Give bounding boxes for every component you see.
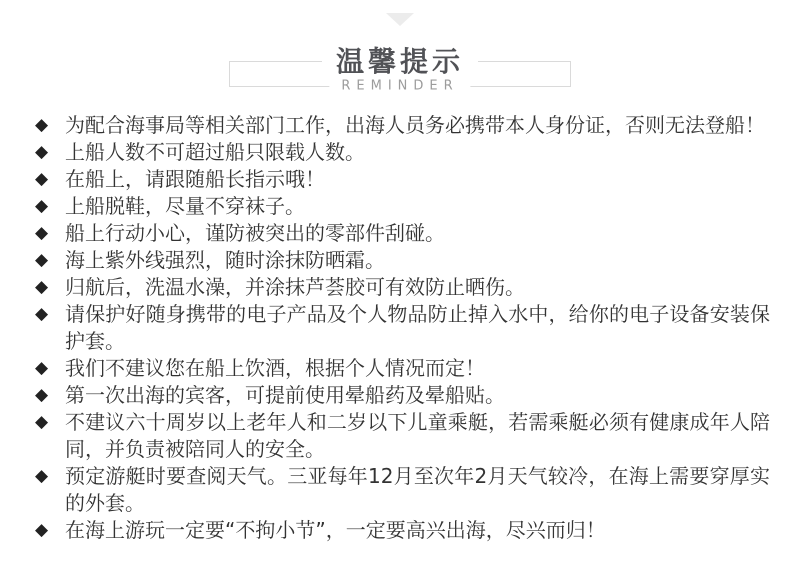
tip-text: 上船人数不可超过船只限载人数。 [65, 140, 365, 164]
page-subtitle: REMINDER [329, 80, 470, 93]
tip-text: 归航后，洗温水澡，并涂抹芦荟胶可有效防止晒伤。 [65, 275, 525, 299]
down-triangle-icon [386, 13, 414, 26]
tip-text: 我们不建议您在船上饮酒，根据个人情况而定！ [65, 356, 485, 380]
tip-text: 为配合海事局等相关部门工作，出海人员务必携带本人身份证，否则无法登船！ [65, 113, 765, 137]
tip-text: 上船脱鞋，尽量不穿袜子。 [65, 194, 305, 218]
tip-item [35, 274, 770, 301]
tip-text: 请保护好随身携带的电子产品及个人物品防止掉入水中，给你的电子设备安装保护套。 [65, 302, 770, 353]
diamond-bullet-icon: ◆ [35, 196, 49, 216]
diamond-bullet-icon: ◆ [35, 115, 49, 135]
header-frame [229, 45, 571, 94]
tip-text: 第一次出海的宾客，可提前使用晕船药及晕船贴。 [65, 383, 505, 407]
tip-item [35, 463, 770, 517]
tip-item [35, 355, 770, 382]
tip-item [35, 139, 770, 166]
tip-item [35, 220, 770, 247]
tips-list [35, 112, 770, 544]
tip-text: 不建议六十周岁以上老年人和二岁以下儿童乘艇，若需乘艇必须有健康成年人陪同，并负责被陪同人的安全。 [65, 410, 770, 461]
tip-text: 预定游艇时要查阅天气。三亚每年12月至次年2月天气较冷，在海上需要穿厚实的外套。 [65, 464, 770, 515]
diamond-bullet-icon: ◆ [35, 412, 49, 432]
tip-item [35, 301, 770, 355]
diamond-bullet-icon: ◆ [35, 250, 49, 270]
tip-item [35, 517, 770, 544]
diamond-bullet-icon: ◆ [35, 277, 49, 297]
diamond-bullet-icon: ◆ [35, 169, 49, 189]
tip-item [35, 409, 770, 463]
tip-item [35, 112, 770, 139]
diamond-bullet-icon: ◆ [35, 358, 49, 378]
tip-text: 在船上，请跟随船长指示哦！ [65, 167, 325, 191]
tip-item [35, 166, 770, 193]
diamond-bullet-icon: ◆ [35, 304, 49, 324]
tip-item [35, 193, 770, 220]
tip-item [35, 247, 770, 274]
diamond-bullet-icon: ◆ [35, 142, 49, 162]
diamond-bullet-icon: ◆ [35, 466, 49, 486]
diamond-bullet-icon: ◆ [35, 223, 49, 243]
tip-item [35, 382, 770, 409]
tip-text: 船上行动小心，谨防被突出的零部件刮碰。 [65, 221, 445, 245]
diamond-bullet-icon: ◆ [35, 520, 49, 540]
page-title: 温馨提示 [322, 48, 478, 76]
diamond-bullet-icon: ◆ [35, 385, 49, 405]
tip-text: 在海上游玩一定要“不拘小节”，一定要高兴出海，尽兴而归！ [65, 518, 606, 542]
tip-text: 海上紫外线强烈，随时涂抹防晒霜。 [65, 248, 385, 272]
